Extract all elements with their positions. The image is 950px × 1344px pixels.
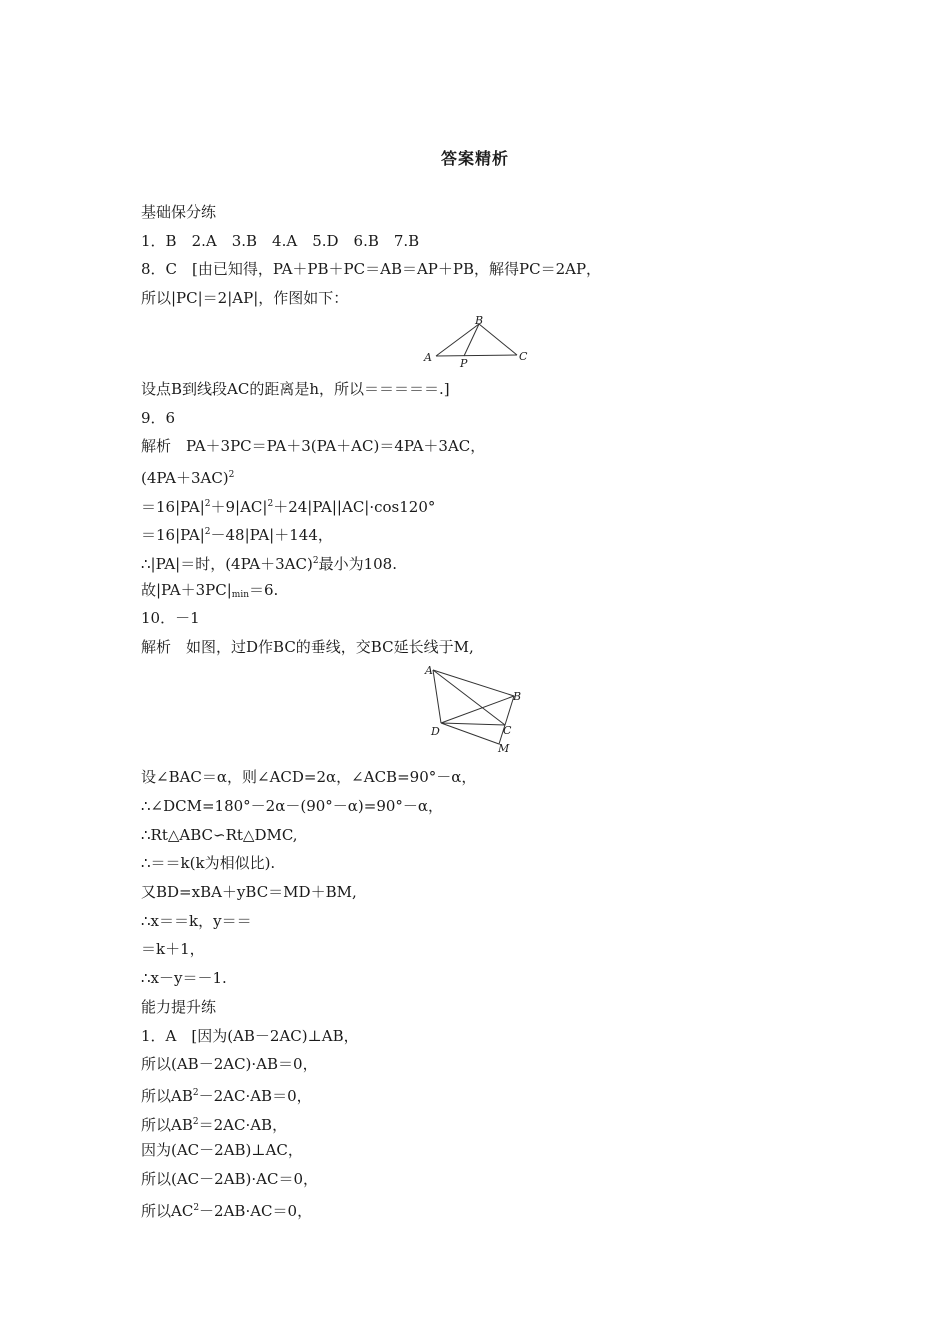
- label-M: M: [498, 742, 510, 755]
- page-title: 答案精析: [440, 149, 509, 168]
- label-P: P: [460, 357, 468, 370]
- label-A: A: [425, 664, 433, 677]
- answer-8-line1: 8．C [由已知得，PA＋PB＋PC＝AB＝AP＋PB，解得PC＝2AP，: [141, 260, 602, 278]
- answers-1-7: 1．B 2.A 3.B 4.A 5.D 6.B 7.B: [141, 232, 420, 250]
- adv-answer-1-line7: 所以$AC^2-2AB\cdot AC=0$，: [141, 1202, 313, 1220]
- label-B: B: [475, 314, 484, 327]
- answer-10-line6: 又BD=xBA＋yBC＝MD＋BM,: [141, 883, 357, 901]
- answer-9-line5: ∴|PA|＝时，$(4PA+3AC)^2$最小为108.: [141, 555, 397, 573]
- answer-10-line4: ∴Rt△ABC∽Rt△DMC,: [141, 826, 298, 844]
- answer-9-line3: $=16|PA|^2+9|AC|^2+24|PA||AC|\cdot\cos 120^\circ$: [141, 498, 436, 516]
- answer-9: 9．6: [141, 409, 176, 427]
- label-A: A: [424, 351, 432, 364]
- answer-8-line2: 所以|PC|＝2|AP|，作图如下：: [141, 289, 349, 307]
- answer-9-analysis: 解析 PA＋3PC＝PA＋3(PA＋AC)＝4PA＋3AC，: [141, 437, 486, 455]
- answer-8-line3: 设点B到线段AC的距离是h，所以＝＝＝＝＝.]: [141, 380, 450, 398]
- answer-10-line7: ∴x＝＝k，y＝＝: [141, 912, 252, 930]
- section-heading-basic: 基础保分练: [141, 203, 217, 221]
- label-C: C: [519, 350, 528, 363]
- adv-answer-1: 1．A [因为(AB－2AC)⊥AB，: [141, 1027, 359, 1045]
- quadrilateral-figure-2: [420, 660, 530, 760]
- answer-10-line8: ＝k＋1，: [141, 940, 205, 958]
- label-C: C: [503, 724, 512, 737]
- label-D: D: [431, 725, 440, 738]
- adv-answer-1-line5: 因为(AC－2AB)⊥AC，: [141, 1141, 303, 1159]
- answer-10-line5: ∴＝＝k(k为相似比).: [141, 854, 276, 872]
- section-heading-advanced: 能力提升练: [141, 998, 217, 1016]
- triangle-figure-1: [420, 314, 535, 370]
- answer-9-line2: $(4PA+3AC)^2$: [141, 469, 235, 487]
- adv-answer-1-line3: 所以$AB^2-2AC\cdot AB=0$，: [141, 1087, 312, 1105]
- answer-10-analysis: 解析 如图，过D作BC的垂线，交BC延长线于M,: [141, 638, 474, 656]
- answer-10-line3: ∴∠DCM=180°－2α－(90°－α)=90°－α，: [141, 797, 444, 815]
- adv-answer-1-line4: 所以$AB^2=2AC\cdot AB$，: [141, 1116, 288, 1134]
- answer-10: 10．－1: [141, 609, 200, 627]
- answer-10-line9: ∴x－y＝－1.: [141, 969, 227, 987]
- answer-9-line4: $=16|PA|^2-48|PA|+144$，: [141, 526, 333, 544]
- answer-10-line2: 设∠BAC＝α，则∠ACD=2α，∠ACB=90°－α，: [141, 768, 477, 786]
- label-B: B: [513, 690, 522, 703]
- adv-answer-1-line6: 所以(AC－2AB)·AC＝0，: [141, 1170, 319, 1188]
- adv-answer-1-line2: 所以(AB－2AC)·AB＝0，: [141, 1055, 318, 1073]
- answer-9-line6: 故$|PA+3PC|_{min}=6$.: [141, 581, 279, 600]
